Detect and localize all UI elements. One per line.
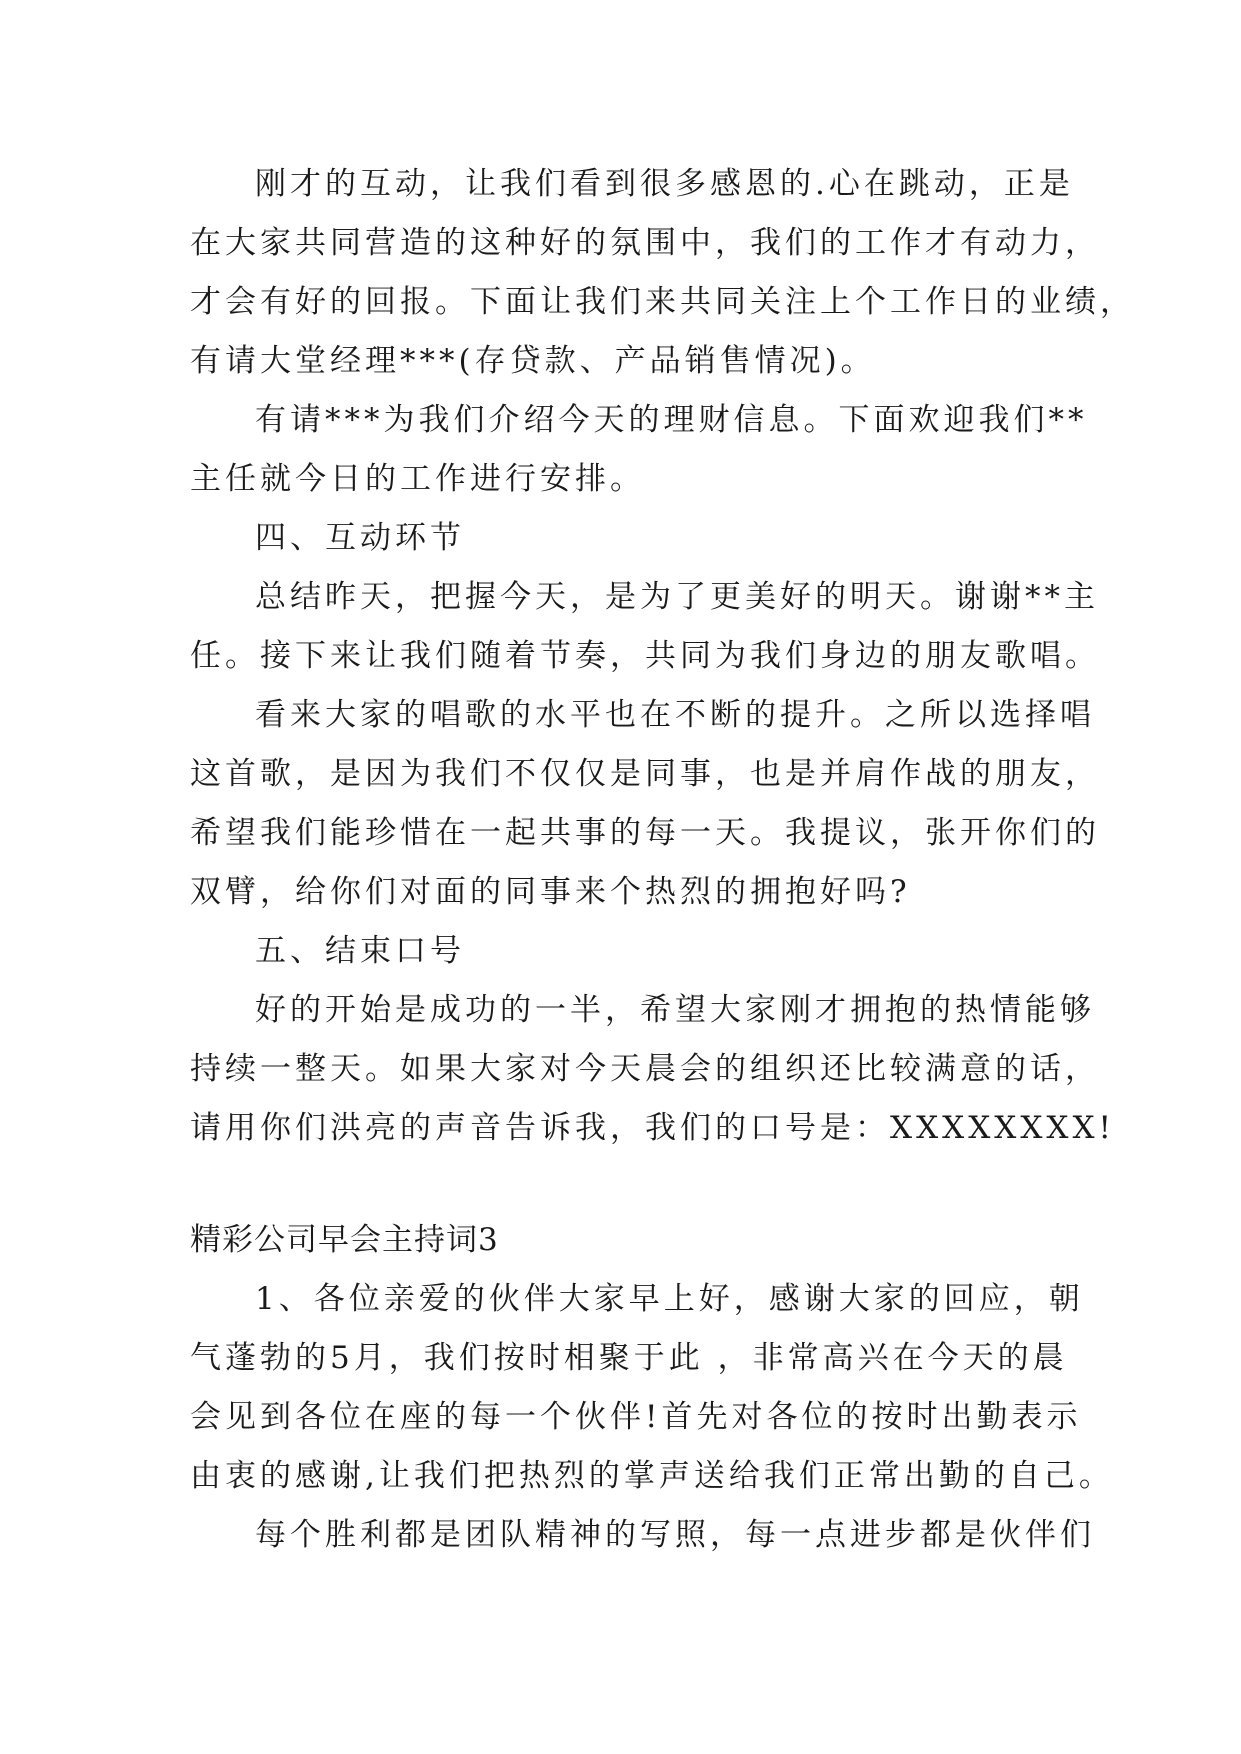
paragraph-line: 请用你们洪亮的声音告诉我，我们的口号是：XXXXXXXX! (190, 1110, 1116, 1146)
section-heading: 四、互动环节 (255, 520, 465, 556)
paragraph-line: 才会有好的回报。下面让我们来共同关注上个工作日的业绩， (190, 284, 1135, 320)
paragraph-line: 双臂，给你们对面的同事来个热烈的拥抱好吗? (190, 874, 911, 910)
paragraph-line: 刚才的互动，让我们看到很多感恩的.心在跳动，正是 (255, 166, 1074, 202)
paragraph-line: 会见到各位在座的每一个伙伴!首先对各位的按时出勤表示 (190, 1399, 1082, 1435)
paragraph-line: 由衷的感谢,让我们把热烈的掌声送给我们正常出勤的自己。 (190, 1458, 1114, 1494)
paragraph-line: 总结昨天，把握今天，是为了更美好的明天。谢谢**主 (255, 579, 1099, 615)
paragraph-line: 每个胜利都是团队精神的写照，每一点进步都是伙伴们 (255, 1517, 1095, 1553)
paragraph-line: 在大家共同营造的这种好的氛围中，我们的工作才有动力， (190, 225, 1100, 261)
paragraph-line: 持续一整天。如果大家对今天晨会的组织还比较满意的话， (190, 1051, 1100, 1087)
paragraph-line: 有请***为我们介绍今天的理财信息。下面欢迎我们** (255, 402, 1088, 438)
section-heading: 五、结束口号 (255, 933, 465, 969)
paragraph-line: 任。接下来让我们随着节奏，共同为我们身边的朋友歌唱。 (190, 638, 1100, 674)
paragraph-line: 看来大家的唱歌的水平也在不断的提升。之所以选择唱 (255, 697, 1095, 733)
paragraph-line: 这首歌，是因为我们不仅仅是同事，也是并肩作战的朋友， (190, 756, 1100, 792)
paragraph-line: 希望我们能珍惜在一起共事的每一天。我提议，张开你们的 (190, 815, 1100, 851)
paragraph-line: 好的开始是成功的一半，希望大家刚才拥抱的热情能够 (255, 992, 1095, 1028)
paragraph-line: 1、各位亲爱的伙伴大家早上好，感谢大家的回应，朝 (255, 1281, 1084, 1317)
paragraph-line: 主任就今日的工作进行安排。 (190, 461, 645, 497)
paragraph-line: 气蓬勃的5月，我们按时相聚于此 ，非常高兴在今天的晨 (190, 1340, 1068, 1376)
document-title: 精彩公司早会主持词3 (190, 1222, 499, 1258)
paragraph-line: 有请大堂经理***(存贷款、产品销售情况)。 (190, 343, 876, 379)
